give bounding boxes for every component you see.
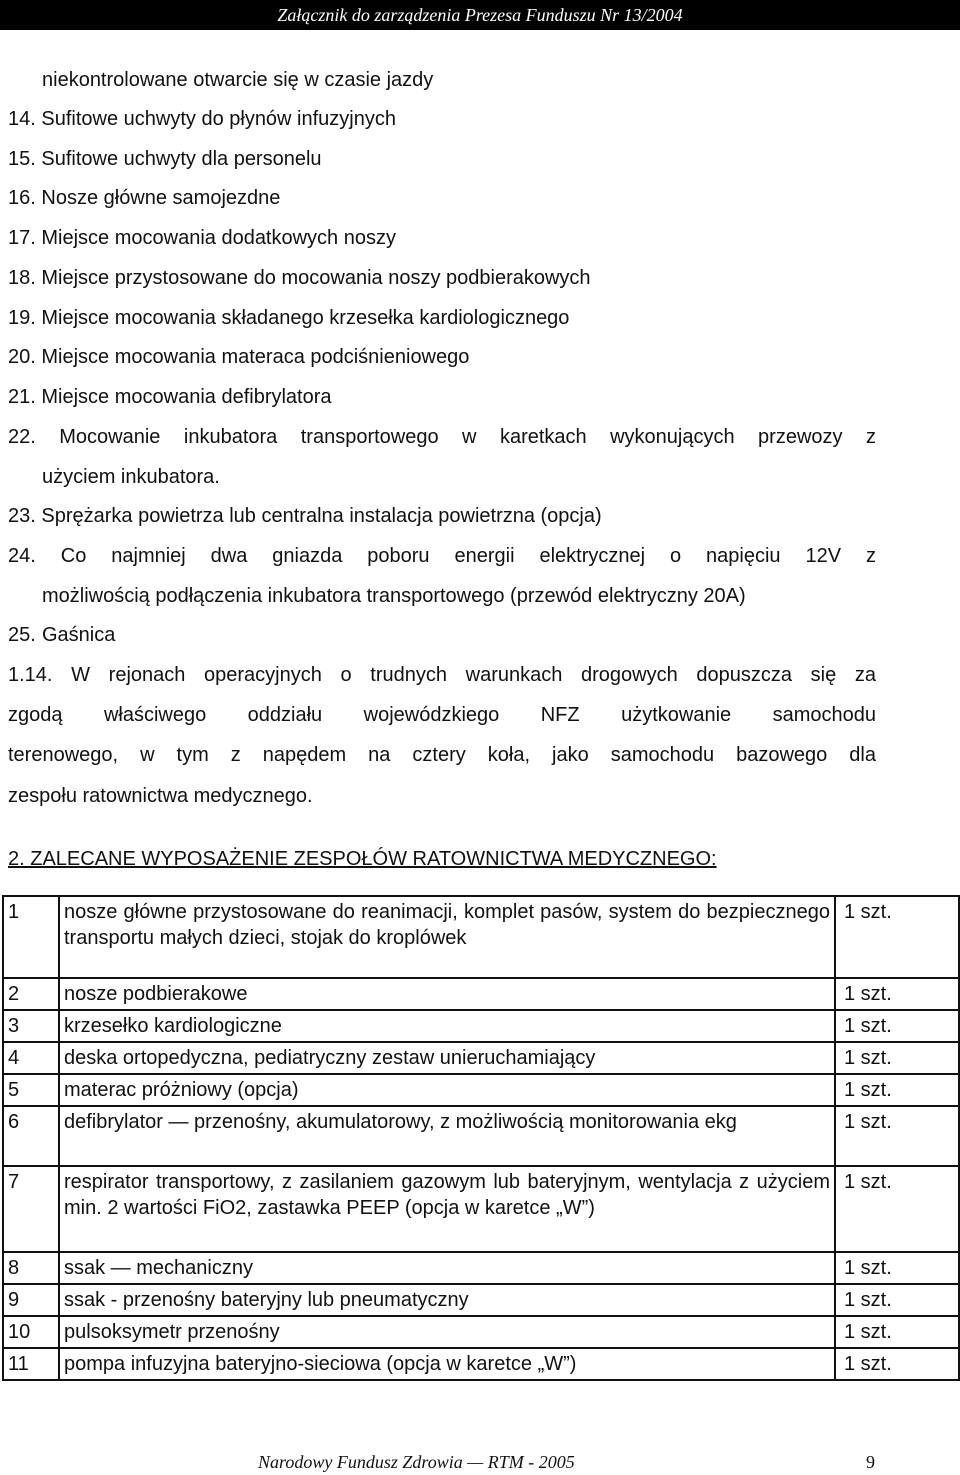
table-row <box>3 896 959 978</box>
row-qty: 1 szt. <box>835 1348 959 1380</box>
section-114-line-2: zgodą właściwego oddziału wojewódzkiego NFZ użytkowanie samochodu <box>8 704 876 726</box>
list-item-24-cont: możliwością podłączenia inkubatora transportowego (przewód elektryczny 20A) <box>42 585 746 607</box>
row-item: pompa infuzyjna bateryjno-sieciowa (opcja w karetce „W”) <box>59 1348 835 1380</box>
list-item-continuation: niekontrolowane otwarcie się w czasie jazdy <box>42 69 434 91</box>
list-item-22-cont: użyciem inkubatora. <box>42 466 220 488</box>
row-item: pulsoksymetr przenośny <box>59 1316 835 1348</box>
row-qty: 1 szt. <box>835 1106 959 1166</box>
row-qty: 1 szt. <box>835 896 959 978</box>
table-row <box>3 1316 959 1348</box>
row-qty: 1 szt. <box>835 1010 959 1042</box>
row-qty: 1 szt. <box>835 1284 959 1316</box>
list-item-24: 24. Co najmniej dwa gniazda poboru energii elektrycznej o napięciu 12V z <box>8 545 876 567</box>
row-number: 11 <box>3 1348 59 1380</box>
list-item-25: 25. Gaśnica <box>8 624 116 646</box>
section-114-line-3: terenowego, w tym z napędem na cztery koła, jako samochodu bazowego dla <box>8 744 876 766</box>
row-qty: 1 szt. <box>835 1316 959 1348</box>
row-qty: 1 szt. <box>835 978 959 1010</box>
row-qty: 1 szt. <box>835 1074 959 1106</box>
list-item-16: 16. Nosze główne samojezdne <box>8 187 281 209</box>
document-footer <box>0 1452 960 1475</box>
row-item: nosze podbierakowe <box>59 978 835 1010</box>
table-row <box>3 1166 959 1252</box>
row-item: ssak - przenośny bateryjny lub pneumatyczny <box>59 1284 835 1316</box>
row-item: deska ortopedyczna, pediatryczny zestaw unieruchamiający <box>59 1042 835 1074</box>
row-qty: 1 szt. <box>835 1166 959 1252</box>
table-row <box>3 1252 959 1284</box>
row-item: defibrylator — przenośny, akumulatorowy, z możliwością monitorowania ekg <box>59 1106 835 1166</box>
table-row <box>3 1106 959 1166</box>
row-number: 8 <box>3 1252 59 1284</box>
row-item: materac próżniowy (opcja) <box>59 1074 835 1106</box>
row-qty: 1 szt. <box>835 1042 959 1074</box>
row-qty: 1 szt. <box>835 1252 959 1284</box>
section-2-heading: 2. ZALECANE WYPOSAŻENIE ZESPOŁÓW RATOWNICTWA MEDYCZNEGO: <box>8 848 717 870</box>
section-114-line-4: zespołu ratownictwa medycznego. <box>8 785 313 807</box>
list-item-15: 15. Sufitowe uchwyty dla personelu <box>8 148 322 170</box>
list-item-23: 23. Sprężarka powietrza lub centralna instalacja powietrzna (opcja) <box>8 505 602 527</box>
row-number: 10 <box>3 1316 59 1348</box>
row-item: krzesełko kardiologiczne <box>59 1010 835 1042</box>
table-row <box>3 1042 959 1074</box>
document-header <box>0 0 960 30</box>
row-item: respirator transportowy, z zasilaniem gazowym lub bateryjnym, wentylacja z użyciem min. 2 wartości FiO2, zastawka PEEP (opcja w karetce „W”) <box>59 1166 835 1252</box>
row-number: 5 <box>3 1074 59 1106</box>
row-number: 7 <box>3 1166 59 1252</box>
table-row <box>3 1348 959 1380</box>
list-item-22: 22. Mocowanie inkubatora transportowego w karetkach wykonujących przewozy z <box>8 426 876 448</box>
list-item-21: 21. Miejsce mocowania defibrylatora <box>8 386 332 408</box>
table-row <box>3 1284 959 1316</box>
table-row <box>3 1074 959 1106</box>
list-item-18: 18. Miejsce przystosowane do mocowania noszy podbierakowych <box>8 267 591 289</box>
row-number: 4 <box>3 1042 59 1074</box>
list-item-19: 19. Miejsce mocowania składanego krzesełka kardiologicznego <box>8 307 570 329</box>
list-item-20: 20. Miejsce mocowania materaca podciśnieniowego <box>8 346 470 368</box>
row-number: 1 <box>3 896 59 978</box>
row-number: 6 <box>3 1106 59 1166</box>
row-number: 3 <box>3 1010 59 1042</box>
section-114-line-1: 1.14. W rejonach operacyjnych o trudnych warunkach drogowych dopuszcza się za <box>8 664 876 686</box>
list-item-14: 14. Sufitowe uchwyty do płynów infuzyjnych <box>8 108 396 130</box>
row-number: 2 <box>3 978 59 1010</box>
table-row <box>3 978 959 1010</box>
equipment-table <box>2 895 960 1381</box>
row-item: ssak — mechaniczny <box>59 1252 835 1284</box>
row-number: 9 <box>3 1284 59 1316</box>
list-item-17: 17. Miejsce mocowania dodatkowych noszy <box>8 227 396 249</box>
footer-text: Narodowy Fundusz Zdrowia — RTM - 2005 <box>258 1452 575 1472</box>
table-row <box>3 1010 959 1042</box>
header-title: Załącznik do zarządzenia Prezesa Funduszu Nr 13/2004 <box>277 5 683 25</box>
row-item: nosze główne przystosowane do reanimacji, komplet pasów, system do bezpiecznego transportu małych dzieci, stojak do kroplówek <box>59 896 835 978</box>
page-number: 9 <box>866 1452 875 1472</box>
